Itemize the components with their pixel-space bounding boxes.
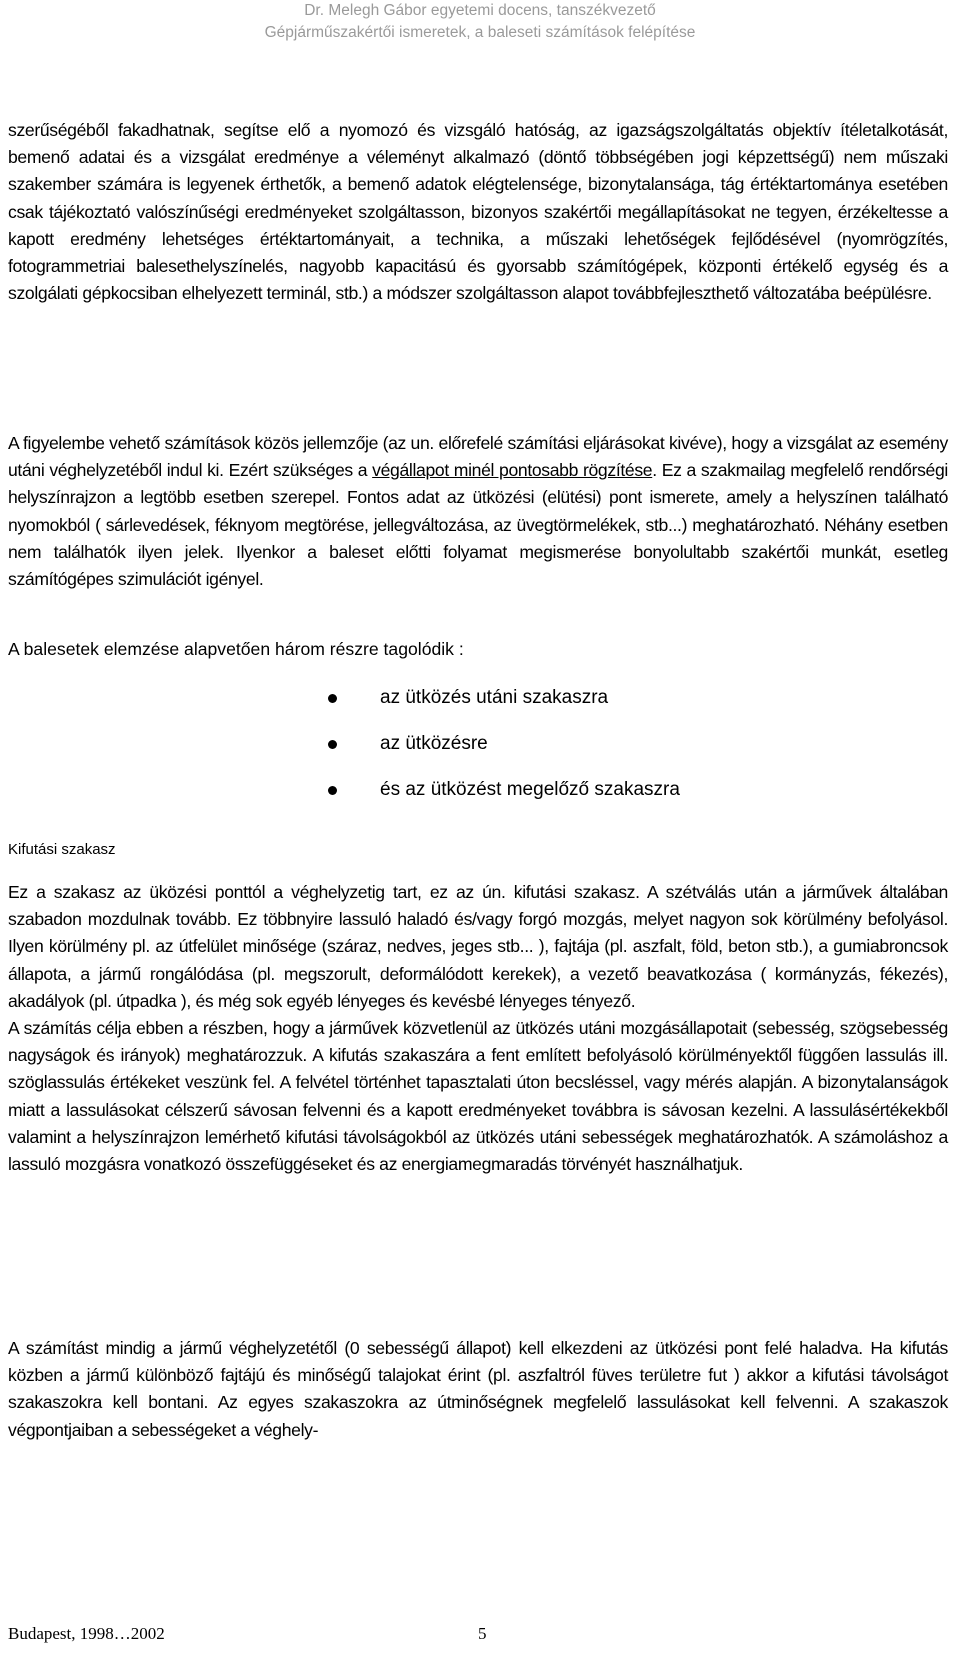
analysis-stage-list: [352, 681, 680, 819]
footer-location-date: Budapest, 1998…2002: [8, 1624, 165, 1643]
header-author: Dr. Melegh Gábor egyetemi docens, tanszékvezető: [304, 2, 656, 19]
paragraph-calculation-goal: A számítás célja ebben a részben, hogy a járművek közvetlenül az ütközés utáni mozgásállapotait (sebesség, szögsebesség nagyságok és irányok) meghatározzuk. A kifutás szakaszára a fent említett befolyásoló körülményektől függően lassulás ill. szöglassulás értékeket veszünk fel. A felvétel történhet tapasztalati úton becsléssel, vagy mérés alapján. A bizonytalanságok miatt a lassulásokat célszerű sávosan felvenni és a kapott eredményeket továbbra is sávosan kezelni. A lassulásértékekből valamint a helyszínrajzon lemérhető kifutási távolságokból az ütközés utáni sebességek meghatározhatók. A számoláshoz a lassuló mozgásra vonatkozó összefüggéseket és az energiamegmaradás törvényét használhatjuk.: [8, 1018, 948, 1175]
bullet-icon: [328, 694, 337, 703]
list-item: és az ütközést megelőző szakaszra: [352, 773, 680, 819]
page-header: [0, 0, 960, 44]
header-title: Gépjárműszakértői ismeretek, a baleseti számítások felépítése: [264, 24, 696, 41]
paragraph-text: . Ez a szakmailag megfelelő rendőrségi helyszínrajzon a legtöbb esetben szerepel. Fontos adat az ütközési (elütési) pont ismerete, amely a helyszínen található nyomokból ( sárlevedések, féknyom megtörése, jellegváltozása, az üvegtörmelékek, stb...) meghatározható. Néhány esetben nem találhatók ilyen jelek. Ilyenkor a baleset előtti folyamat megismerése bonyolultabb szakértői munkát, esetleg számítógépes szimulációt igényel.: [8, 460, 948, 590]
section-heading: Kifutási szakasz: [8, 841, 116, 858]
paragraph-analysis-parts: A balesetek elemzése alapvetően három részre tagolódik :: [8, 639, 464, 659]
paragraph-objectives: szerűségéből fakadhatnak, segítse elő a nyomozó és vizsgáló hatóság, az igazságszolgáltatás objektív ítéletalkotását, bemenő adatai és a vizsgálat eredménye a véleményt alkalmazó (döntő többségében jogi képzettségű) nem műszaki szakember számára is legyenek érthetők, a bemenő adatok elégtelensége, bizonytalansága, tág értéktartománya esetében csak tájékoztató valószínűségi eredményeket szolgáltasson, bizonyos szakértői megállapításokat ne tegyen, érzékeltesse a kapott eredmény lehetséges értéktartományait, a technika, a műszaki lehetőségek fejlődésével (nyomrögzítés, fotogrammetriai balesethelyszínelés, nagyobb kapacitású és gyorsabb számítógépek, központi értékelő egység és a szolgálati gépkocsiban elhelyezett terminál, stb.) a módszer szolgáltasson alapot továbbfejleszthető változatába beépülésre.: [8, 120, 948, 304]
underlined-text: végállapot minél pontosabb rögzítése: [372, 460, 653, 481]
paragraph-common-features: [8, 430, 948, 593]
section-runout: [8, 879, 948, 1178]
list-item: az ütközés utáni szakaszra: [352, 681, 680, 727]
paragraph-runout-description: Ez a szakasz az üközési ponttól a véghelyzetig tart, ez az ún. kifutási szakasz. A szétválás után a járművek általában szabadon mozdulnak tovább. Ez többnyire lassuló haladó és/vagy forgó mozgás, melyet nagyon sok körülmény befolyásol. Ilyen körülmény pl. az útfelület minősége (száraz, nedves, jeges stb... ), fajtája (pl. aszfalt, föld, beton stb.), a gumiabroncsok állapota, a jármű rongálódása (pl. megszorult, deformálódott kerekek), a vezető beavatkozása ( kormányzás, fékezés), akadályok (pl. útpadka ), és még sok egyéb lényeges és kevésbé lényeges tényező.: [8, 882, 948, 1011]
bullet-icon: [328, 740, 337, 749]
paragraph-calculation-start: A számítást mindig a jármű véghelyzetétől (0 sebességű állapot) kell elkezdeni az ütközési pont felé haladva. Ha kifutás közben a jármű különböző fajtájú és minőségű talajokat érint (pl. aszfaltról füves területre fut ) akkor a kifutási távolságot szakaszokra kell bontani. Az egyes szakaszokra az útminőségnek megfelelő lassulásokat kell felvenni. A szakaszok végpontjaiban a sebességeket a véghely-: [8, 1338, 948, 1440]
list-item: az ütközésre: [352, 727, 680, 773]
bullet-icon: [328, 786, 337, 795]
paragraph-text: A figyelembe vehető számítások közös jellemzője (az un. előrefelé számítási eljárásokat kivéve), hogy a vizsgálat az esemény utáni véghelyzetéből indul ki. Ezért szükséges a: [8, 433, 948, 481]
page-number: 5: [478, 1624, 487, 1643]
